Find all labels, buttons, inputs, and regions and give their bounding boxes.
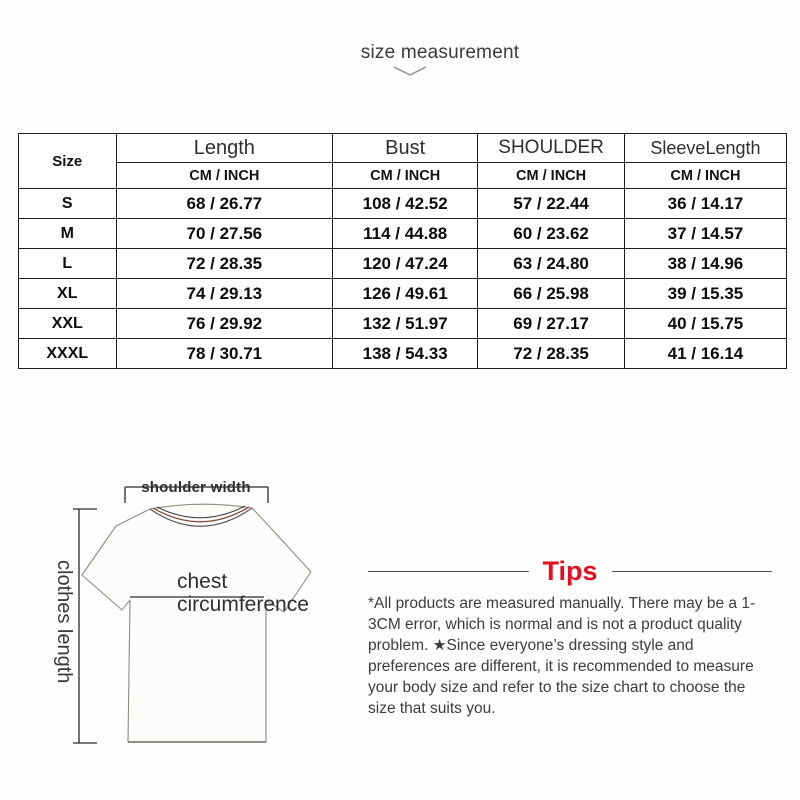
- tshirt-illustration: [40, 460, 370, 800]
- tips-right-rule: [612, 571, 773, 572]
- sleeve-value: 38 / 14.96: [624, 249, 786, 279]
- shoulder-value: 60 / 23.62: [478, 219, 625, 249]
- bust-column-header: Bust: [333, 134, 478, 163]
- chest-circumference-label: [177, 570, 309, 616]
- sleeve-value: 39 / 15.35: [624, 279, 786, 309]
- length-value: 74 / 29.13: [116, 279, 333, 309]
- bust-value: 108 / 42.52: [333, 189, 478, 219]
- bust-value: 132 / 51.97: [333, 309, 478, 339]
- size-value: XXXL: [19, 339, 117, 369]
- table-row: [19, 279, 787, 309]
- bust-value: 138 / 54.33: [333, 339, 478, 369]
- chevron-down-icon: [393, 66, 427, 78]
- size-value: M: [19, 219, 117, 249]
- size-table: [18, 133, 787, 369]
- unit-label: CM / INCH: [624, 163, 786, 189]
- tshirt-diagram: [40, 460, 370, 800]
- size-value: L: [19, 249, 117, 279]
- length-value: 72 / 28.35: [116, 249, 333, 279]
- chest-label-line1: chest: [177, 570, 228, 593]
- size-value: XXL: [19, 309, 117, 339]
- page-title: size measurement: [360, 42, 520, 63]
- table-row: [19, 249, 787, 279]
- bust-value: 120 / 47.24: [333, 249, 478, 279]
- table-row: [19, 339, 787, 369]
- unit-label: CM / INCH: [116, 163, 333, 189]
- shoulder-value: 72 / 28.35: [478, 339, 625, 369]
- size-value: S: [19, 189, 117, 219]
- shoulder-value: 57 / 22.44: [478, 189, 625, 219]
- sleeve-value: 37 / 14.57: [624, 219, 786, 249]
- tips-header: [368, 556, 772, 587]
- length-column-header: Length: [116, 134, 333, 163]
- sleeve-value: 41 / 16.14: [624, 339, 786, 369]
- length-value: 68 / 26.77: [116, 189, 333, 219]
- table-row: [19, 189, 787, 219]
- sleeve-value: 36 / 14.17: [624, 189, 786, 219]
- unit-label: CM / INCH: [333, 163, 478, 189]
- shoulder-value: 66 / 25.98: [478, 279, 625, 309]
- bust-value: 114 / 44.88: [333, 219, 478, 249]
- length-value: 70 / 27.56: [116, 219, 333, 249]
- tips-section: [368, 556, 772, 719]
- size-column-header: Size: [19, 134, 117, 189]
- shoulder-value: 63 / 24.80: [478, 249, 625, 279]
- length-value: 78 / 30.71: [116, 339, 333, 369]
- table-row: [19, 219, 787, 249]
- sleeve-value: 40 / 15.75: [624, 309, 786, 339]
- tips-title: Tips: [542, 556, 598, 586]
- sleeve-column-header: SleeveLength: [624, 134, 786, 163]
- table-unit-row: [19, 163, 787, 189]
- bust-value: 126 / 49.61: [333, 279, 478, 309]
- shoulder-column-header: SHOULDER: [478, 134, 625, 163]
- table-header-row: [19, 134, 787, 163]
- size-value: XL: [19, 279, 117, 309]
- tips-left-rule: [368, 571, 529, 572]
- length-value: 76 / 29.92: [116, 309, 333, 339]
- table-row: [19, 309, 787, 339]
- shoulder-value: 69 / 27.17: [478, 309, 625, 339]
- shoulder-width-label: shoulder width: [141, 479, 251, 496]
- clothes-length-label: clothes length: [53, 560, 75, 684]
- unit-label: CM / INCH: [478, 163, 625, 189]
- chest-label-line2: circumference: [177, 593, 309, 616]
- tips-body: *All products are measured manually. There may be a 1-3CM error, which is normal and is not a product quality problem. ★Since everyone’s dressing style and preferences are different, it is recommended to measure your body size and refer to the size chart to choose the size that suits you.: [368, 595, 756, 717]
